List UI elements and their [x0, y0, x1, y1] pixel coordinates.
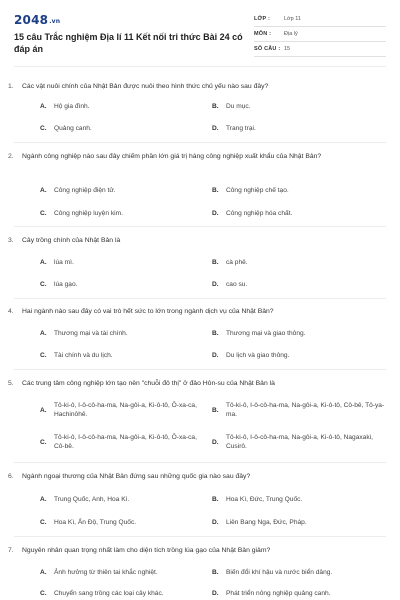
question-divider	[14, 142, 386, 143]
question-stem: Hai ngành nào sau đây có vai trò hết sức to lớn trong ngành dịch vụ của Nhật Bản?	[22, 308, 274, 315]
option-letter: C.	[40, 125, 47, 132]
header-divider	[14, 66, 386, 67]
quiz-meta	[254, 14, 386, 59]
option-text: Du mục.	[226, 103, 251, 110]
meta-class-row	[254, 14, 386, 27]
question-text	[8, 236, 374, 246]
option-letter: D.	[212, 210, 219, 217]
option-text: Trang trại.	[226, 125, 256, 132]
option-text: Công nghiệp hóa chất.	[226, 210, 293, 217]
question-text	[8, 307, 374, 317]
option-text: Ảnh hưởng từ thiên tai khắc nghiệt.	[54, 569, 158, 576]
option-text: Hoa Kì, Đức, Trung Quốc.	[226, 496, 303, 503]
question-number: 7.	[8, 547, 14, 554]
question-stem: Cây trồng chính của Nhật Bản là	[22, 237, 121, 244]
question-divider	[14, 226, 386, 227]
meta-count-label: SỐ CÂU :	[254, 46, 281, 52]
logo-text: 2048	[14, 13, 49, 27]
question-number: 3.	[8, 237, 14, 244]
option-text: Công nghiệp điện tử.	[54, 187, 116, 194]
question-text	[8, 82, 374, 92]
option-text: Chuyển sang trồng các loại cây khác.	[54, 590, 164, 597]
option-text: lúa gạo.	[54, 281, 78, 288]
meta-count-row	[254, 44, 386, 57]
option-letter: A.	[40, 187, 47, 194]
option-text: Tài chính và du lịch.	[54, 352, 113, 359]
option-text: Tô-ki-ô, I-ô-cô-ha-ma, Na-gôi-a, Ki-ô-tô, Ô-xa-ca, Hachinôhê.	[54, 402, 197, 418]
option-text: Du lịch và giao thông.	[226, 352, 290, 359]
page-header	[0, 0, 400, 62]
question-number: 4.	[8, 308, 14, 315]
question-text	[8, 379, 374, 389]
option-text: Thương mại và giao thông.	[226, 330, 306, 337]
option-text: lúa mì.	[54, 259, 74, 266]
option-letter: C.	[40, 519, 47, 526]
option-letter: A.	[40, 569, 47, 576]
meta-count-value: 15	[284, 46, 291, 52]
question-text	[8, 152, 374, 162]
option-text: Hoa Kì, Ấn Độ, Trung Quốc.	[54, 519, 137, 526]
meta-subject-label: MÔN :	[254, 31, 272, 37]
question-divider	[14, 369, 386, 370]
option-text: Trung Quốc, Anh, Hoa Kì.	[54, 496, 130, 503]
question-number: 5.	[8, 380, 14, 387]
option-text: Thương mại và tài chính.	[54, 330, 128, 337]
option-letter: A.	[40, 259, 47, 266]
option-text: Phát triển nông nghiệp quảng canh.	[226, 590, 331, 597]
option-letter: B.	[212, 103, 219, 110]
option-letter: C.	[40, 439, 47, 446]
meta-class-value: Lớp 11	[284, 16, 301, 22]
option-text: Công nghiệp luyện kim.	[54, 210, 123, 217]
meta-subject-value: Địa lý	[284, 31, 298, 37]
option-letter: B.	[212, 187, 219, 194]
question-number: 6.	[8, 473, 14, 480]
option-letter: D.	[212, 519, 219, 526]
question-number: 2.	[8, 153, 14, 160]
option-text: cà phê.	[226, 259, 248, 266]
option-text: Tô-ki-ô, I-ô-cô-ha-ma, Na-gôi-a, Ki-ô-tô, Ô-xa-ca, Cô-bê.	[54, 434, 197, 450]
option-text: Biến đổi khí hậu và nước biển dâng.	[226, 569, 333, 576]
meta-class-label: LỚP :	[254, 16, 270, 22]
question-stem: Các vật nuôi chính của Nhật Bản được nuôi theo hình thức chủ yếu nào sau đây?	[22, 83, 269, 90]
question-number: 1.	[8, 83, 14, 90]
question-divider	[14, 462, 386, 463]
option-letter: D.	[212, 281, 219, 288]
option-text: Tô-ki-ô, I-ô-cô-ha-ma, Na-gôi-a, Ki-ô-tô, Nagaxaki, Cusirô.	[226, 434, 373, 450]
option-text: Công nghiệp chế tạo.	[226, 187, 289, 194]
option-text: Hộ gia đình.	[54, 103, 90, 110]
option-letter: D.	[212, 439, 219, 446]
option-letter: A.	[40, 496, 47, 503]
question-text	[8, 546, 374, 556]
question-divider	[14, 298, 386, 299]
option-text: Liên Bang Nga, Đức, Pháp.	[226, 519, 307, 526]
option-letter: A.	[40, 330, 47, 337]
question-stem: Nguyên nhân quan trọng nhất làm cho diện tích trồng lúa gạo của Nhật Bản giảm?	[22, 547, 271, 554]
option-letter: B.	[212, 496, 219, 503]
option-letter: C.	[40, 281, 47, 288]
option-letter: C.	[40, 590, 47, 597]
site-logo[interactable]	[14, 13, 60, 27]
logo-tld: .vn	[49, 18, 61, 25]
question-stem: Ngành ngoại thương của Nhật Bản đứng sau những quốc gia nào sau đây?	[22, 473, 251, 480]
option-letter: D.	[212, 352, 219, 359]
option-letter: C.	[40, 210, 47, 217]
option-letter: A.	[40, 103, 47, 110]
question-stem: Các trung tâm công nghiệp lớn tạo nên "chuỗi đô thị" ở đảo Hôn-su của Nhật Bản là	[22, 380, 275, 387]
option-letter: B.	[212, 259, 219, 266]
option-text: Tô-ki-ô, I-ô-cô-ha-ma, Na-gôi-a, Ki-ô-tô, Cô-bê, Tô-ya-ma.	[226, 402, 385, 418]
option-text: cao su.	[226, 281, 248, 288]
option-letter: D.	[212, 125, 219, 132]
question-divider	[14, 536, 386, 537]
option-letter: A.	[40, 407, 47, 414]
question-text	[8, 472, 374, 482]
option-letter: C.	[40, 352, 47, 359]
option-letter: B.	[212, 330, 219, 337]
meta-subject-row	[254, 29, 386, 42]
option-letter: B.	[212, 407, 219, 414]
option-text: Quảng canh.	[54, 125, 92, 132]
option-letter: B.	[212, 569, 219, 576]
option-letter: D.	[212, 590, 219, 597]
page-title: 15 câu Trắc nghiệm Địa lí 11 Kết nối tri thức Bài 24 có đáp án	[14, 32, 243, 54]
question-stem: Ngành công nghiệp nào sau đây chiếm phần lớn giá trị hàng công nghiệp xuất khẩu của Nhật Bản?	[22, 153, 322, 160]
